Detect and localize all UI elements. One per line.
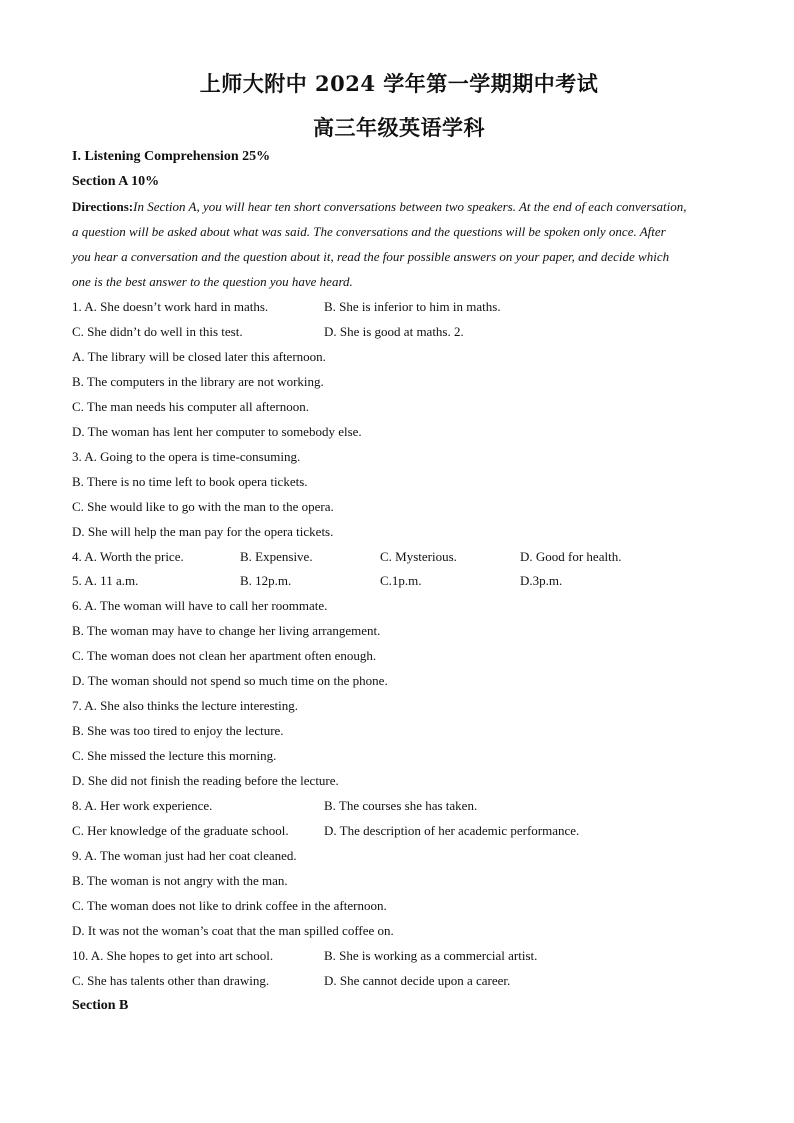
q10-option-c: C. She has talents other than drawing. — [72, 973, 270, 988]
q6-option-a: 6. A. The woman will have to call her roommate. — [72, 598, 328, 613]
q4-option-b: B. Expensive. — [240, 549, 313, 564]
directions-label: Directions: — [72, 199, 134, 214]
q9-option-b: B. The woman is not angry with the man. — [72, 873, 288, 888]
q7-option-a: 7. A. She also thinks the lecture interesting. — [72, 698, 299, 713]
q4-option-a: 4. A. Worth the price. — [72, 549, 184, 564]
q8-option-c: C. Her knowledge of the graduate school. — [72, 823, 289, 838]
q9-option-d: D. It was not the woman’s coat that the man spilled coffee on. — [72, 923, 394, 938]
q9-option-c: C. The woman does not like to drink coffee in the afternoon. — [72, 898, 387, 913]
q8-option-b: B. The courses she has taken. — [324, 798, 478, 813]
q2-option-c: C. The man needs his computer all afternoon. — [72, 399, 309, 414]
q2-option-d: D. The woman has lent her computer to somebody else. — [72, 424, 362, 439]
directions-line-2: a question will be asked about what was said. The conversations and the questions will be spoken only once. After — [72, 224, 666, 239]
part1-heading: I. Listening Comprehension 25% — [72, 149, 271, 164]
q5-option-d: D.3p.m. — [520, 573, 563, 588]
q1-option-d: D. She is good at maths. 2. — [324, 324, 464, 339]
exam-subtitle: 高三年级英语学科 — [313, 115, 485, 140]
exam-title: 上师大附中 2024 学年第一学期期中考试 — [199, 71, 599, 96]
q2-option-a: A. The library will be closed later this afternoon. — [72, 349, 326, 364]
q2-option-b: B. The computers in the library are not working. — [72, 374, 324, 389]
q10-option-d: D. She cannot decide upon a career. — [324, 973, 511, 988]
section-a-heading: Section A 10% — [72, 174, 160, 189]
directions-line-1: Directions:In Section A, you will hear ten short conversations between two speakers. At the end of each conversation, — [72, 199, 687, 214]
q7-option-c: C. She missed the lecture this morning. — [72, 748, 277, 763]
q1-option-b: B. She is inferior to him in maths. — [324, 299, 501, 314]
q3-option-b: B. There is no time left to book opera tickets. — [72, 474, 308, 489]
q9-option-a: 9. A. The woman just had her coat cleaned. — [72, 848, 297, 863]
q5-option-c: C.1p.m. — [380, 573, 422, 588]
q4-option-d: D. Good for health. — [520, 549, 622, 564]
q3-option-a: 3. A. Going to the opera is time-consuming. — [72, 449, 301, 464]
q5-option-a: 5. A. 11 a.m. — [72, 573, 139, 588]
section-b-heading: Section B — [72, 998, 129, 1013]
q6-option-b: B. The woman may have to change her living arrangement. — [72, 623, 381, 638]
q1-option-c: C. She didn’t do well in this test. — [72, 324, 243, 339]
q8-option-d: D. The description of her academic performance. — [324, 823, 580, 838]
q3-option-c: C. She would like to go with the man to the opera. — [72, 499, 334, 514]
q7-option-d: D. She did not finish the reading before the lecture. — [72, 773, 339, 788]
q4-option-c: C. Mysterious. — [380, 549, 457, 564]
q6-option-d: D. The woman should not spend so much time on the phone. — [72, 673, 388, 688]
q6-option-c: C. The woman does not clean her apartment often enough. — [72, 648, 377, 663]
q8-option-a: 8. A. Her work experience. — [72, 798, 213, 813]
q1-option-a: 1. A. She doesn’t work hard in maths. — [72, 299, 269, 314]
q10-option-a: 10. A. She hopes to get into art school. — [72, 948, 274, 963]
q7-option-b: B. She was too tired to enjoy the lecture. — [72, 723, 284, 738]
q5-option-b: B. 12p.m. — [240, 573, 292, 588]
directions-line-3: you hear a conversation and the question about it, read the four possible answers on your paper, and decide which — [72, 249, 670, 264]
q3-option-d: D. She will help the man pay for the opera tickets. — [72, 524, 334, 539]
q10-option-b: B. She is working as a commercial artist. — [324, 948, 538, 963]
directions-line-4: one is the best answer to the question you have heard. — [72, 274, 353, 289]
